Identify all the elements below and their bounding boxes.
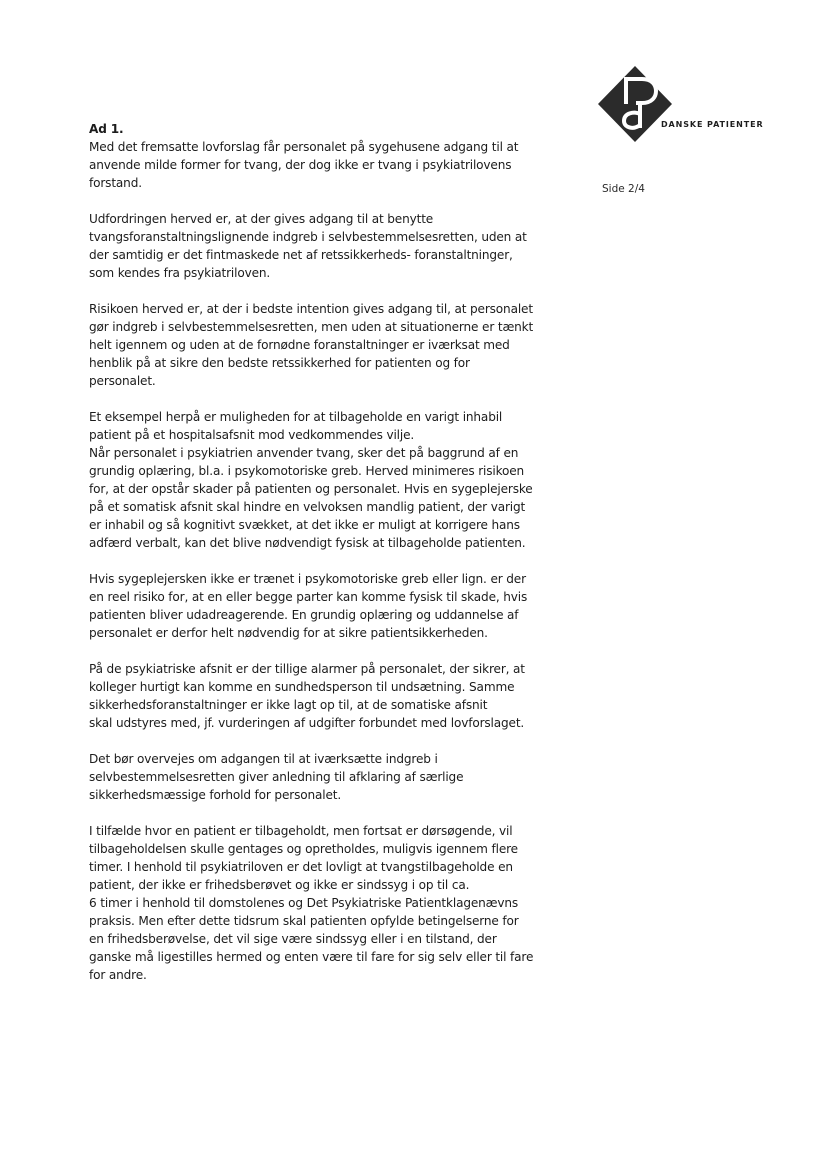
paragraph-line: Hvis sygeplejersken ikke er trænet i psykomotoriske greb eller lign. er der — [89, 572, 526, 586]
paragraph-line: Risikoen herved er, at der i bedste intention gives adgang til, at personalet — [89, 302, 533, 316]
paragraph — [89, 750, 549, 804]
paragraph-line: I tilfælde hvor en patient er tilbageholdt, men fortsat er dørsøgende, vil — [89, 824, 513, 838]
paragraph-line: personalet. — [89, 374, 156, 388]
paragraph-line: Udfordringen herved er, at der gives adgang til at benytte — [89, 212, 434, 226]
paragraph-line: Det bør overvejes om adgangen til at iværksætte indgreb i — [89, 752, 438, 766]
paragraph-line: anvende milde former for tvang, der dog ikke er tvang i psykiatrilovens — [89, 158, 512, 172]
paragraph-line: en frihedsberøvelse, det vil sige være sindssyg eller i en tilstand, der — [89, 932, 497, 946]
paragraph-line: en reel risiko for, at en eller begge parter kan komme fysisk til skade, hvis — [89, 590, 528, 604]
paragraph-line: helt igennem og uden at de fornødne foranstaltninger er iværksat med — [89, 338, 510, 352]
paragraph-line: patient på et hospitalsafsnit mod vedkommendes vilje. — [89, 428, 415, 442]
paragraph — [89, 660, 549, 732]
paragraph — [89, 138, 549, 192]
paragraph-line: tilbageholdelsen skulle gentages og opretholdes, muligvis igennem flere — [89, 842, 518, 856]
paragraph-line: patienten bliver udadreagerende. En grundig oplæring og uddannelse af — [89, 608, 519, 622]
paragraph — [89, 210, 549, 282]
paragraph-line: gør indgreb i selvbestemmelsesretten, men uden at situationerne er tænkt — [89, 320, 534, 334]
paragraph-line: sikkerhedsforanstaltninger er ikke lagt op til, at de somatiske afsnit — [89, 698, 488, 712]
paragraph-line: på et somatisk afsnit skal hindre en velvoksen mandlig patient, der varigt — [89, 500, 526, 514]
paragraph-line: sikkerhedsmæssige forhold for personalet. — [89, 788, 342, 802]
paragraph-line: der samtidig er det fintmaskede net af retssikkerheds- foranstaltninger, — [89, 248, 513, 262]
paragraph-line: Når personalet i psykiatrien anvender tvang, sker det på baggrund af en — [89, 446, 519, 460]
paragraph-line: skal udstyres med, jf. vurderingen af udgifter forbundet med lovforslaget. — [89, 716, 525, 730]
paragraph-line: kolleger hurtigt kan komme en sundhedsperson til undsætning. Samme — [89, 680, 515, 694]
paragraph-line: forstand. — [89, 176, 142, 190]
paragraph-line: henblik på at sikre den bedste retssikkerhed for patienten og for — [89, 356, 470, 370]
page-number: Side 2/4 — [602, 183, 645, 195]
paragraph-line: Et eksempel herpå er muligheden for at tilbageholde en varigt inhabil — [89, 410, 503, 424]
paragraph-line: På de psykiatriske afsnit er der tillige alarmer på personalet, der sikrer, at — [89, 662, 525, 676]
paragraph-line: for, at der opstår skader på patienten og personalet. Hvis en sygeplejerske — [89, 482, 533, 496]
brand-name: DANSKE PATIENTER — [661, 120, 764, 129]
paragraph-line: er inhabil og så kognitivt svækket, at det ikke er muligt at korrigere hans — [89, 518, 520, 532]
paragraph-line: adfærd verbalt, kan det blive nødvendigt fysisk at tilbageholde patienten. — [89, 536, 526, 550]
paragraph-line: selvbestemmelsesretten giver anledning til afklaring af særlige — [89, 770, 464, 784]
paragraphs — [89, 138, 549, 984]
paragraph-line: Med det fremsatte lovforslag får personalet på sygehusene adgang til at — [89, 140, 519, 154]
paragraph — [89, 408, 549, 552]
paragraph-line: grundig oplæring, bl.a. i psykomotoriske greb. Herved minimeres risikoen — [89, 464, 525, 478]
danske-patienter-logo — [596, 66, 688, 142]
paragraph-line: praksis. Men efter dette tidsrum skal patienten opfylde betingelserne for — [89, 914, 519, 928]
paragraph-line: patient, der ikke er frihedsberøvet og ikke er sindssyg i op til ca. — [89, 878, 470, 892]
paragraph — [89, 300, 549, 390]
paragraph-line: timer. I henhold til psykiatriloven er det lovligt at tvangstilbageholde en — [89, 860, 513, 874]
paragraph-line: personalet er derfor helt nødvendig for at sikre patientsikkerheden. — [89, 626, 488, 640]
paragraph-line: tvangsforanstaltningslignende indgreb i selvbestemmelsesretten, uden at — [89, 230, 527, 244]
section-heading: Ad 1. — [89, 122, 124, 136]
paragraph-line: for andre. — [89, 968, 147, 982]
paragraph-line: 6 timer i henhold til domstolenes og Det Psykiatriske Patientklagenævns — [89, 896, 519, 910]
document-body — [89, 120, 549, 1002]
paragraph — [89, 570, 549, 642]
paragraph-line: som kendes fra psykiatriloven. — [89, 266, 271, 280]
paragraph-line: ganske må ligestilles hermed og enten være til fare for sig selv eller til fare — [89, 950, 534, 964]
paragraph — [89, 822, 549, 984]
